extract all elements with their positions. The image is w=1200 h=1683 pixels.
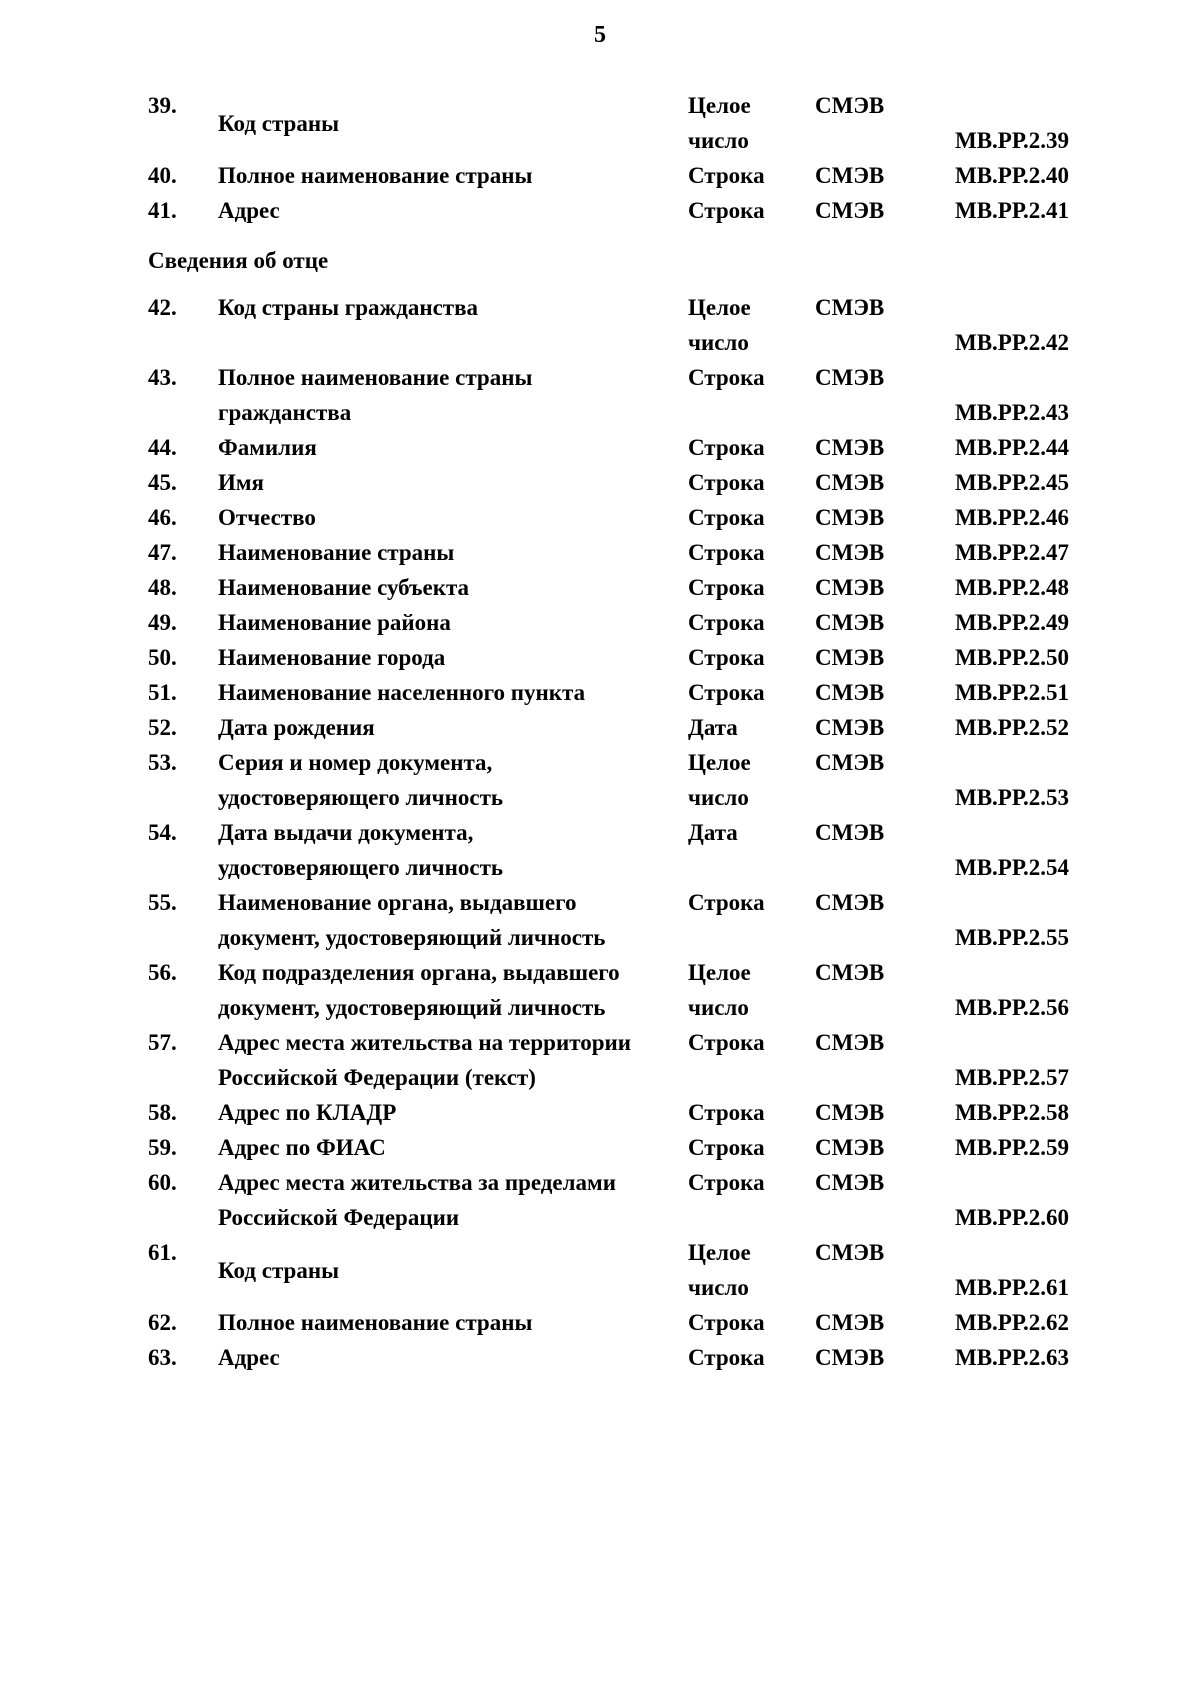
field-type-line: Строка bbox=[688, 1100, 765, 1125]
field-name-line: Наименование населенного пункта bbox=[218, 680, 586, 705]
row-number: 55. bbox=[148, 890, 177, 915]
row-number: 58. bbox=[148, 1100, 177, 1125]
field-type-line: Строка bbox=[688, 1345, 765, 1370]
table-row bbox=[0, 535, 1200, 570]
field-name-line: Серия и номер документа, bbox=[218, 750, 493, 775]
field-code: МВ.РР.2.60 bbox=[955, 1205, 1070, 1230]
field-name-line: Код подразделения органа, выдавшего bbox=[218, 960, 620, 985]
field-name bbox=[218, 535, 454, 570]
field-code: МВ.РР.2.59 bbox=[955, 1135, 1070, 1160]
field-code: МВ.РР.2.41 bbox=[955, 198, 1070, 223]
row-number: 61. bbox=[148, 1240, 177, 1265]
field-type-line: Строка bbox=[688, 890, 765, 915]
field-type bbox=[688, 290, 751, 360]
field-type-line: Строка bbox=[688, 470, 765, 495]
field-name-line: Адрес места жительства на территории bbox=[218, 1030, 631, 1055]
field-name-line: Адрес места жительства за пределами bbox=[218, 1170, 616, 1195]
field-name-line: Полное наименование страны bbox=[218, 163, 533, 188]
table-row bbox=[0, 290, 1200, 360]
field-source: СМЭВ bbox=[815, 680, 885, 705]
row-number: 53. bbox=[148, 750, 177, 775]
field-type bbox=[688, 710, 738, 745]
section-heading: Сведения об отце bbox=[148, 248, 329, 273]
field-source: СМЭВ bbox=[815, 470, 885, 495]
table-row bbox=[0, 193, 1200, 228]
row-number: 56. bbox=[148, 960, 177, 985]
field-type bbox=[688, 745, 751, 815]
field-type-line: Целое bbox=[688, 750, 751, 775]
field-name bbox=[218, 360, 532, 430]
row-number: 60. bbox=[148, 1170, 177, 1195]
field-code: МВ.РР.2.43 bbox=[955, 400, 1070, 425]
field-code: МВ.РР.2.55 bbox=[955, 925, 1070, 950]
row-number: 39. bbox=[148, 93, 177, 118]
field-code: МВ.РР.2.56 bbox=[955, 995, 1070, 1020]
row-number: 63. bbox=[148, 1345, 177, 1370]
field-type bbox=[688, 675, 765, 710]
field-type-line: Строка bbox=[688, 540, 765, 565]
row-number: 45. bbox=[148, 470, 177, 495]
field-type bbox=[688, 158, 765, 193]
field-type bbox=[688, 605, 765, 640]
field-name-line: Код страны bbox=[218, 1258, 340, 1283]
field-type-line: число bbox=[688, 1275, 749, 1300]
field-code: МВ.РР.2.58 bbox=[955, 1100, 1070, 1125]
field-type bbox=[688, 640, 765, 675]
field-name bbox=[218, 1165, 616, 1235]
field-name-line: Наименование города bbox=[218, 645, 446, 670]
field-type-line: Строка bbox=[688, 198, 765, 223]
field-name-line: Адрес по ФИАС bbox=[218, 1135, 386, 1160]
field-name bbox=[218, 885, 605, 955]
field-source: СМЭВ bbox=[815, 505, 885, 530]
field-type bbox=[688, 1165, 765, 1200]
field-source: СМЭВ bbox=[815, 1030, 885, 1055]
field-name-line: Полное наименование страны bbox=[218, 365, 533, 390]
field-code: МВ.РР.2.42 bbox=[955, 330, 1070, 355]
field-type-line: Строка bbox=[688, 1135, 765, 1160]
field-name bbox=[218, 290, 478, 325]
field-name-line: Наименование страны bbox=[218, 540, 455, 565]
field-name-line: Адрес bbox=[218, 1345, 280, 1370]
row-number: 50. bbox=[148, 645, 177, 670]
table-row bbox=[0, 955, 1200, 1025]
field-code: МВ.РР.2.50 bbox=[955, 645, 1070, 670]
field-source: СМЭВ bbox=[815, 575, 885, 600]
field-type-line: число bbox=[688, 330, 749, 355]
table-row bbox=[0, 1165, 1200, 1235]
field-type bbox=[688, 535, 765, 570]
field-type-line: Строка bbox=[688, 610, 765, 635]
field-source: СМЭВ bbox=[815, 540, 885, 565]
field-name-line: Наименование органа, выдавшего bbox=[218, 890, 577, 915]
field-name-line: Адрес по КЛАДР bbox=[218, 1100, 397, 1125]
field-type bbox=[688, 465, 765, 500]
field-source: СМЭВ bbox=[815, 1170, 885, 1195]
row-number: 57. bbox=[148, 1030, 177, 1055]
table-row bbox=[0, 570, 1200, 605]
field-type bbox=[688, 1130, 765, 1165]
field-name bbox=[218, 745, 503, 815]
field-type bbox=[688, 1235, 751, 1305]
table-row bbox=[0, 360, 1200, 430]
table-row bbox=[0, 815, 1200, 885]
field-source: СМЭВ bbox=[815, 163, 885, 188]
field-name-line: Имя bbox=[218, 470, 264, 495]
field-code: МВ.РР.2.51 bbox=[955, 680, 1070, 705]
row-number: 59. bbox=[148, 1135, 177, 1160]
field-name bbox=[218, 193, 280, 228]
field-type-line: Строка bbox=[688, 163, 765, 188]
field-code: МВ.РР.2.39 bbox=[955, 128, 1070, 153]
table-row bbox=[0, 1340, 1200, 1375]
field-name bbox=[218, 1340, 280, 1375]
row-number: 54. bbox=[148, 820, 177, 845]
field-name-line: гражданства bbox=[218, 400, 352, 425]
field-name-line: Российской Федерации bbox=[218, 1205, 460, 1230]
field-code: МВ.РР.2.48 bbox=[955, 575, 1070, 600]
field-name-line: Наименование района bbox=[218, 610, 451, 635]
field-name-line: удостоверяющего личность bbox=[218, 855, 504, 880]
field-source: СМЭВ bbox=[815, 820, 885, 845]
row-number: 52. bbox=[148, 715, 177, 740]
row-number: 44. bbox=[148, 435, 177, 460]
table-row bbox=[0, 1025, 1200, 1095]
field-type bbox=[688, 430, 765, 465]
field-type bbox=[688, 955, 751, 1025]
field-type-line: Целое bbox=[688, 93, 751, 118]
field-code: МВ.РР.2.62 bbox=[955, 1310, 1070, 1335]
table-row bbox=[0, 465, 1200, 500]
field-name-line: Полное наименование страны bbox=[218, 1310, 533, 1335]
field-code: МВ.РР.2.52 bbox=[955, 715, 1070, 740]
row-number: 41. bbox=[148, 198, 177, 223]
table-row bbox=[0, 1130, 1200, 1165]
field-code: МВ.РР.2.49 bbox=[955, 610, 1070, 635]
field-source: СМЭВ bbox=[815, 1240, 885, 1265]
table-row bbox=[0, 1235, 1200, 1305]
field-type bbox=[688, 1305, 765, 1340]
field-source: СМЭВ bbox=[815, 198, 885, 223]
table-row bbox=[0, 640, 1200, 675]
field-name bbox=[218, 640, 445, 675]
field-source: СМЭВ bbox=[815, 1345, 885, 1370]
field-type-line: Строка bbox=[688, 1310, 765, 1335]
table-row bbox=[0, 745, 1200, 815]
field-type-line: Строка bbox=[688, 575, 765, 600]
row-number: 46. bbox=[148, 505, 177, 530]
row-number: 43. bbox=[148, 365, 177, 390]
field-source: СМЭВ bbox=[815, 890, 885, 915]
field-name bbox=[218, 675, 585, 710]
field-type bbox=[688, 570, 765, 605]
field-source: СМЭВ bbox=[815, 715, 885, 740]
field-code: МВ.РР.2.46 bbox=[955, 505, 1070, 530]
field-name-line: Дата выдачи документа, bbox=[218, 820, 474, 845]
field-type bbox=[688, 885, 765, 920]
field-code: МВ.РР.2.63 bbox=[955, 1345, 1070, 1370]
field-source: СМЭВ bbox=[815, 295, 885, 320]
field-name-line: документ, удостоверяющий личность bbox=[218, 925, 606, 950]
field-type-line: Строка bbox=[688, 1170, 765, 1195]
field-name-line: Фамилия bbox=[218, 435, 317, 460]
table-row bbox=[0, 500, 1200, 535]
row-number: 48. bbox=[148, 575, 177, 600]
table-row bbox=[0, 1305, 1200, 1340]
field-name bbox=[218, 570, 469, 605]
field-name bbox=[218, 465, 264, 500]
field-type bbox=[688, 815, 738, 850]
field-source: СМЭВ bbox=[815, 1100, 885, 1125]
field-source: СМЭВ bbox=[815, 960, 885, 985]
field-type bbox=[688, 88, 751, 158]
field-type-line: Строка bbox=[688, 365, 765, 390]
field-type bbox=[688, 193, 765, 228]
field-type-line: Строка bbox=[688, 1030, 765, 1055]
field-code: МВ.РР.2.61 bbox=[955, 1275, 1070, 1300]
field-name-line: удостоверяющего личность bbox=[218, 785, 504, 810]
field-name bbox=[218, 158, 532, 193]
field-name bbox=[218, 605, 451, 640]
field-type-line: Строка bbox=[688, 680, 765, 705]
page-number: 5 bbox=[594, 22, 606, 48]
field-source: СМЭВ bbox=[815, 610, 885, 635]
table-row bbox=[0, 885, 1200, 955]
field-name bbox=[218, 815, 503, 885]
field-name-line: Наименование субъекта bbox=[218, 575, 470, 600]
field-name bbox=[218, 106, 339, 141]
row-number: 42. bbox=[148, 295, 177, 320]
field-source: СМЭВ bbox=[815, 1310, 885, 1335]
row-number: 62. bbox=[148, 1310, 177, 1335]
field-type-line: Целое bbox=[688, 960, 751, 985]
field-code: МВ.РР.2.54 bbox=[955, 855, 1070, 880]
field-type-line: Дата bbox=[688, 820, 738, 845]
field-type-line: Целое bbox=[688, 295, 751, 320]
field-source: СМЭВ bbox=[815, 645, 885, 670]
field-type-line: Строка bbox=[688, 505, 765, 530]
field-code: МВ.РР.2.45 bbox=[955, 470, 1070, 495]
field-source: СМЭВ bbox=[815, 93, 885, 118]
field-type-line: Строка bbox=[688, 645, 765, 670]
field-name-line: Код страны гражданства bbox=[218, 295, 479, 320]
field-source: СМЭВ bbox=[815, 435, 885, 460]
field-type-line: число bbox=[688, 128, 749, 153]
table-row bbox=[0, 1095, 1200, 1130]
field-name bbox=[218, 955, 620, 1025]
table-row bbox=[0, 88, 1200, 158]
field-type-line: число bbox=[688, 995, 749, 1020]
row-number: 47. bbox=[148, 540, 177, 565]
table-row bbox=[0, 158, 1200, 193]
field-name bbox=[218, 710, 375, 745]
field-type-line: Строка bbox=[688, 435, 765, 460]
field-type-line: Целое bbox=[688, 1240, 751, 1265]
field-type-line: число bbox=[688, 785, 749, 810]
row-number: 49. bbox=[148, 610, 177, 635]
field-name bbox=[218, 1130, 386, 1165]
table-row bbox=[0, 605, 1200, 640]
field-name-line: Российской Федерации (текст) bbox=[218, 1065, 536, 1090]
row-number: 51. bbox=[148, 680, 177, 705]
field-source: СМЭВ bbox=[815, 365, 885, 390]
field-name-line: документ, удостоверяющий личность bbox=[218, 995, 606, 1020]
field-source: СМЭВ bbox=[815, 1135, 885, 1160]
field-name bbox=[218, 430, 317, 465]
field-name-line: Дата рождения bbox=[218, 715, 375, 740]
field-type-line: Дата bbox=[688, 715, 738, 740]
field-name bbox=[218, 1305, 532, 1340]
table-row bbox=[0, 710, 1200, 745]
field-name bbox=[218, 1253, 339, 1288]
field-type bbox=[688, 500, 765, 535]
field-type bbox=[688, 1025, 765, 1060]
table-row bbox=[0, 430, 1200, 465]
field-code: МВ.РР.2.53 bbox=[955, 785, 1070, 810]
row-number: 40. bbox=[148, 163, 177, 188]
field-code: МВ.РР.2.44 bbox=[955, 435, 1070, 460]
field-type bbox=[688, 1095, 765, 1130]
field-name-line: Код страны bbox=[218, 111, 340, 136]
field-type bbox=[688, 1340, 765, 1375]
field-name bbox=[218, 1025, 631, 1095]
field-name-line: Адрес bbox=[218, 198, 280, 223]
field-type bbox=[688, 360, 765, 395]
field-code: МВ.РР.2.47 bbox=[955, 540, 1070, 565]
field-code: МВ.РР.2.57 bbox=[955, 1065, 1070, 1090]
field-source: СМЭВ bbox=[815, 750, 885, 775]
field-name bbox=[218, 1095, 396, 1130]
field-name-line: Отчество bbox=[218, 505, 316, 530]
table-row bbox=[0, 675, 1200, 710]
field-name bbox=[218, 500, 316, 535]
field-code: МВ.РР.2.40 bbox=[955, 163, 1070, 188]
